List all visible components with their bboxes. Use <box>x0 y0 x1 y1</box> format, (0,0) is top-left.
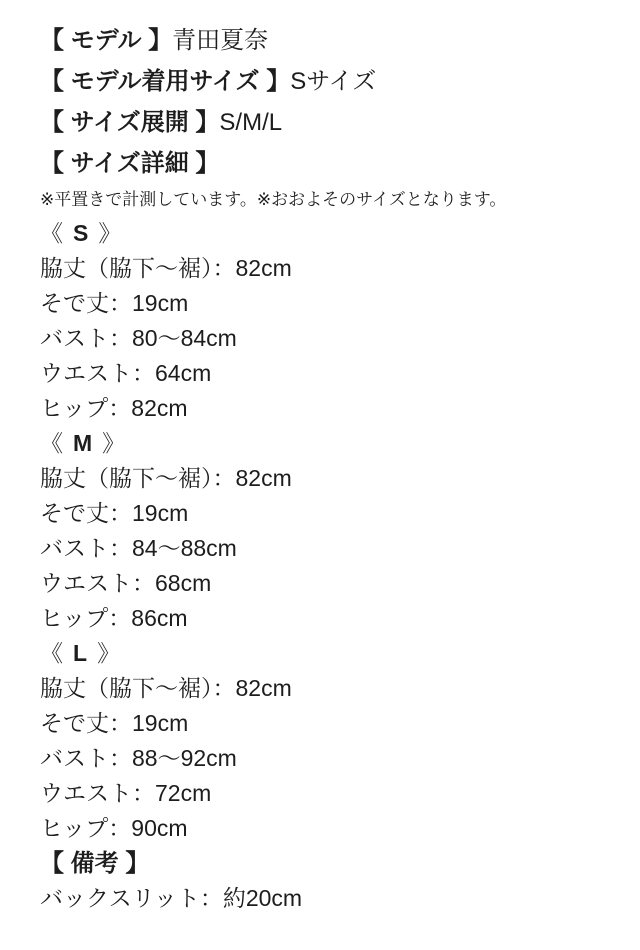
measurement-line-sleeve: そで丈：19cm <box>40 710 189 736</box>
model-value: 青田夏奈 <box>172 27 269 54</box>
measurement-line-bust: バスト：84〜88cm <box>40 535 237 561</box>
size-l-heading <box>40 636 620 671</box>
size-block-m <box>40 426 620 636</box>
size-block-s <box>40 216 620 426</box>
model-size-line <box>40 61 620 102</box>
measurement-line-sleeve: そで丈：19cm <box>40 500 189 526</box>
measurement-line-bust: バスト：80〜84cm <box>40 325 237 351</box>
model-line <box>40 20 620 61</box>
measurement-line-waist: ウエスト：68cm <box>40 570 212 596</box>
remarks-heading: 【 備考 】 <box>40 850 150 877</box>
model-size-label: 【 モデル着用サイズ 】 <box>40 68 291 95</box>
size-s-name: S <box>73 220 89 246</box>
measurement-line-sleeve: そで丈：19cm <box>40 290 189 316</box>
model-label: 【 モデル 】 <box>40 27 173 54</box>
size-range-value: S/M/L <box>219 109 283 136</box>
measurement-line-bust: バスト：88〜92cm <box>40 745 237 771</box>
size-block-l <box>40 636 620 846</box>
size-m-name: M <box>73 430 93 456</box>
measurement-line-side-length: 脇丈（脇下〜裾）：82cm <box>40 465 292 491</box>
bracket-open: 《 <box>40 640 63 666</box>
size-detail-heading <box>40 143 620 184</box>
measurement-line-side-length: 脇丈（脇下〜裾）：82cm <box>40 255 292 281</box>
remarks-block <box>40 846 620 916</box>
model-size-value: Sサイズ <box>290 68 377 95</box>
remarks-back-slit: バックスリット：約20cm <box>40 885 303 911</box>
measurement-line-hip: ヒップ：82cm <box>40 395 188 421</box>
bracket-close: 》 <box>98 220 122 246</box>
size-l-name: L <box>73 640 88 666</box>
measurement-line-waist: ウエスト：72cm <box>40 780 212 806</box>
size-range-label: 【 サイズ展開 】 <box>40 109 220 136</box>
bracket-close: 》 <box>97 640 121 666</box>
bracket-open: 《 <box>40 430 63 456</box>
size-range-line <box>40 102 620 143</box>
bracket-open: 《 <box>40 220 63 246</box>
measurement-line-waist: ウエスト：64cm <box>40 360 212 386</box>
size-m-heading <box>40 426 620 461</box>
measurement-note: ※平置きで計測しています。※おおよそのサイズとなります。 <box>40 190 507 209</box>
measurement-line-side-length: 脇丈（脇下〜裾）：82cm <box>40 675 292 701</box>
size-detail-label: 【 サイズ詳細 】 <box>40 150 220 177</box>
size-s-heading <box>40 216 620 251</box>
measurement-line-hip: ヒップ：90cm <box>40 815 188 841</box>
bracket-close: 》 <box>102 430 126 456</box>
measurement-line-hip: ヒップ：86cm <box>40 605 188 631</box>
